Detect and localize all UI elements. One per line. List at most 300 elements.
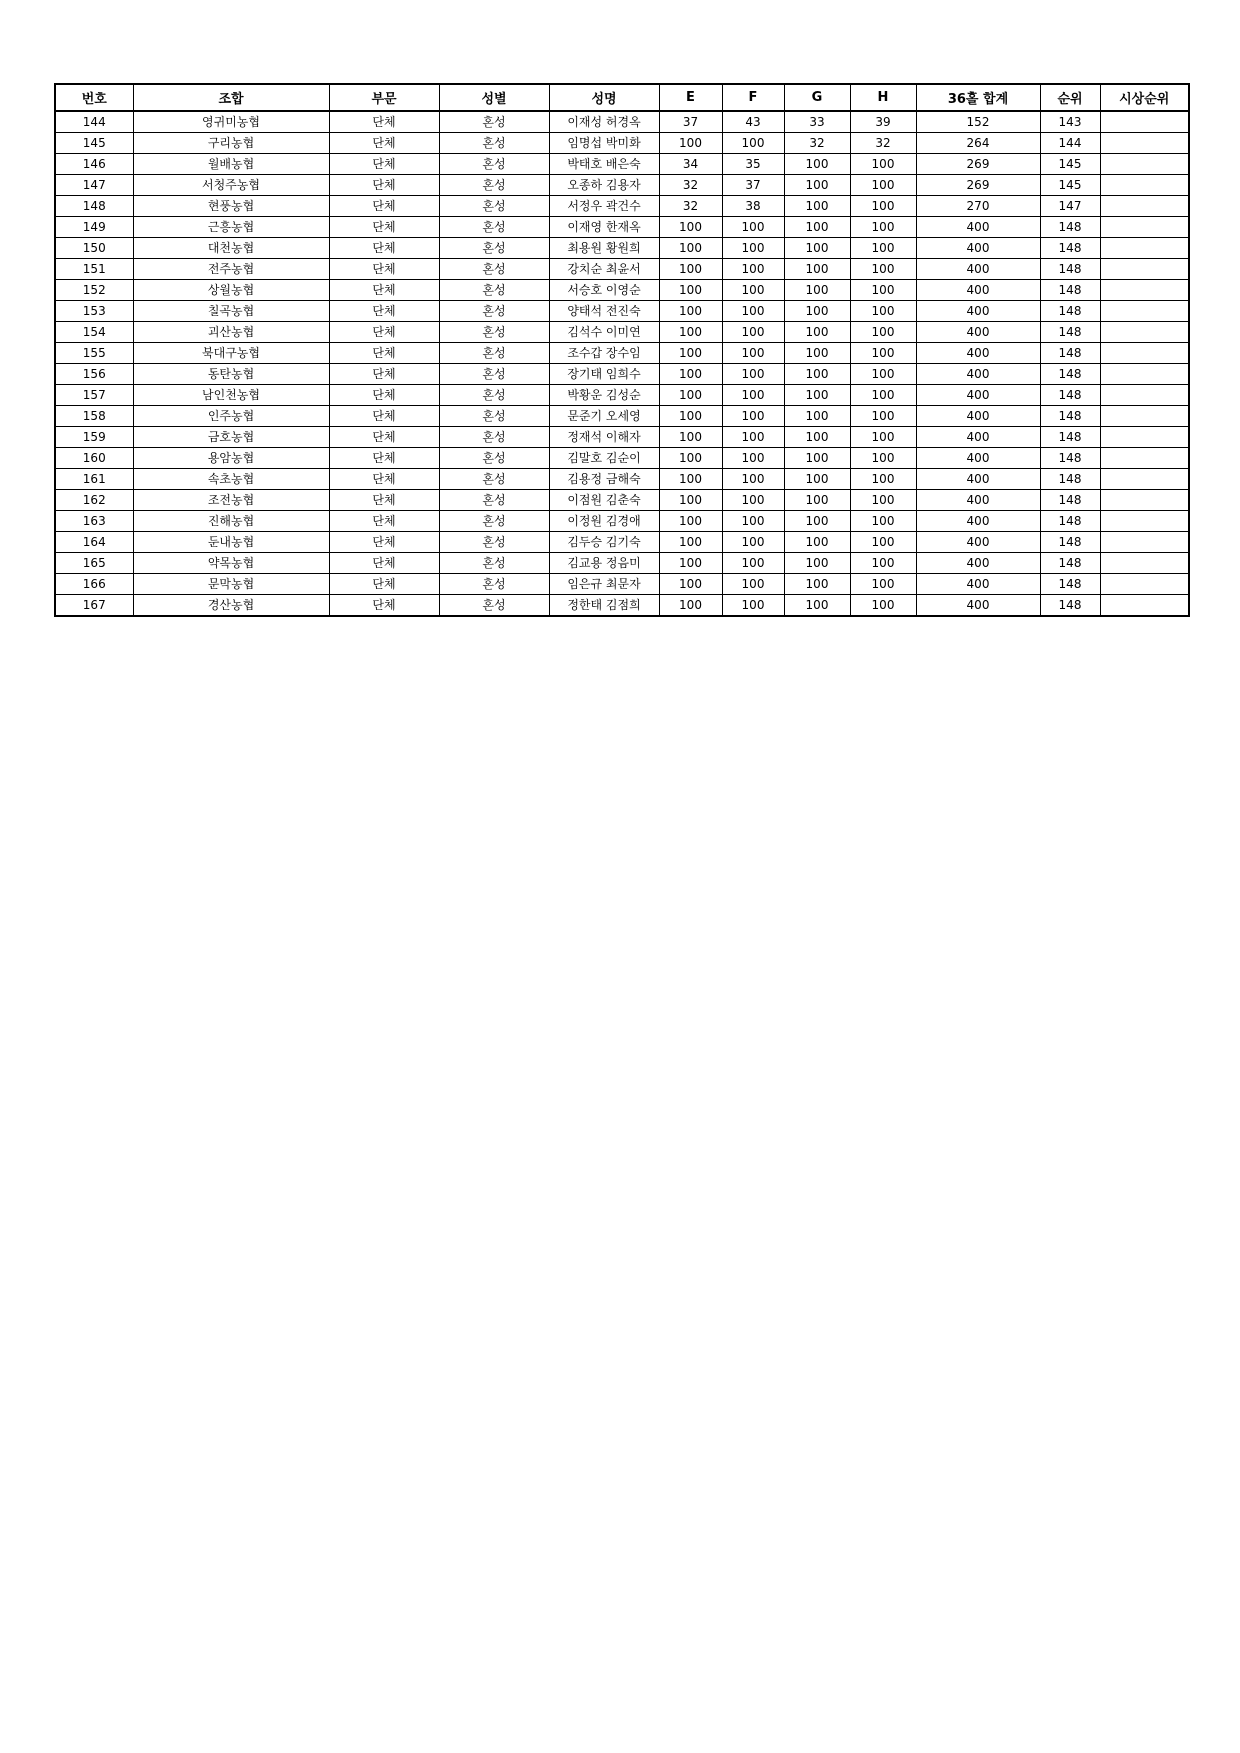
cell-names: 강치순 최윤서	[549, 259, 659, 280]
cell-number: 146	[55, 154, 133, 175]
cell-division: 단체	[329, 427, 439, 448]
cell-e: 100	[659, 280, 722, 301]
cell-gender: 혼성	[439, 595, 549, 617]
cell-number: 151	[55, 259, 133, 280]
cell-number: 167	[55, 595, 133, 617]
results-table	[54, 83, 1190, 617]
cell-award-rank	[1100, 364, 1189, 385]
cell-h: 100	[850, 343, 916, 364]
cell-gender: 혼성	[439, 574, 549, 595]
cell-total: 400	[916, 238, 1040, 259]
cell-division: 단체	[329, 238, 439, 259]
cell-award-rank	[1100, 111, 1189, 133]
cell-union: 남인천농협	[133, 385, 329, 406]
cell-g: 100	[784, 385, 850, 406]
cell-award-rank	[1100, 511, 1189, 532]
cell-names: 김두승 김기숙	[549, 532, 659, 553]
cell-union: 속초농협	[133, 469, 329, 490]
table-row	[55, 301, 1189, 322]
cell-rank: 148	[1040, 448, 1100, 469]
cell-g: 33	[784, 111, 850, 133]
cell-names: 장기태 임희수	[549, 364, 659, 385]
cell-h: 100	[850, 385, 916, 406]
cell-e: 100	[659, 322, 722, 343]
cell-total: 400	[916, 469, 1040, 490]
cell-total: 152	[916, 111, 1040, 133]
cell-gender: 혼성	[439, 532, 549, 553]
cell-division: 단체	[329, 490, 439, 511]
cell-h: 100	[850, 154, 916, 175]
cell-gender: 혼성	[439, 448, 549, 469]
cell-names: 임명섭 박미화	[549, 133, 659, 154]
header-award-rank: 시상순위	[1100, 84, 1189, 111]
cell-award-rank	[1100, 448, 1189, 469]
cell-names: 임은규 최문자	[549, 574, 659, 595]
cell-e: 100	[659, 448, 722, 469]
cell-g: 100	[784, 364, 850, 385]
table-row	[55, 553, 1189, 574]
cell-union: 서청주농협	[133, 175, 329, 196]
cell-g: 100	[784, 259, 850, 280]
cell-names: 정재석 이해자	[549, 427, 659, 448]
cell-names: 오종하 김용자	[549, 175, 659, 196]
cell-f: 100	[722, 427, 784, 448]
cell-division: 단체	[329, 553, 439, 574]
table-row	[55, 469, 1189, 490]
cell-rank: 148	[1040, 427, 1100, 448]
cell-total: 400	[916, 322, 1040, 343]
cell-rank: 148	[1040, 259, 1100, 280]
cell-division: 단체	[329, 385, 439, 406]
cell-h: 100	[850, 469, 916, 490]
cell-union: 영귀미농협	[133, 111, 329, 133]
cell-g: 100	[784, 595, 850, 617]
cell-e: 37	[659, 111, 722, 133]
cell-gender: 혼성	[439, 196, 549, 217]
cell-e: 100	[659, 343, 722, 364]
cell-number: 149	[55, 217, 133, 238]
cell-union: 약목농협	[133, 553, 329, 574]
cell-union: 문막농협	[133, 574, 329, 595]
cell-gender: 혼성	[439, 427, 549, 448]
cell-rank: 148	[1040, 238, 1100, 259]
cell-division: 단체	[329, 406, 439, 427]
cell-f: 100	[722, 259, 784, 280]
cell-division: 단체	[329, 196, 439, 217]
cell-gender: 혼성	[439, 406, 549, 427]
cell-h: 100	[850, 427, 916, 448]
table-row	[55, 511, 1189, 532]
cell-names: 이정원 김경애	[549, 511, 659, 532]
cell-gender: 혼성	[439, 238, 549, 259]
cell-h: 100	[850, 217, 916, 238]
cell-division: 단체	[329, 532, 439, 553]
cell-award-rank	[1100, 217, 1189, 238]
cell-g: 100	[784, 469, 850, 490]
table-row	[55, 259, 1189, 280]
cell-division: 단체	[329, 175, 439, 196]
cell-f: 43	[722, 111, 784, 133]
table-row	[55, 364, 1189, 385]
cell-gender: 혼성	[439, 364, 549, 385]
cell-award-rank	[1100, 259, 1189, 280]
cell-award-rank	[1100, 553, 1189, 574]
cell-g: 100	[784, 238, 850, 259]
cell-award-rank	[1100, 175, 1189, 196]
cell-rank: 148	[1040, 385, 1100, 406]
table-row	[55, 322, 1189, 343]
table-row	[55, 133, 1189, 154]
cell-award-rank	[1100, 238, 1189, 259]
cell-gender: 혼성	[439, 343, 549, 364]
cell-h: 100	[850, 490, 916, 511]
cell-g: 100	[784, 154, 850, 175]
header-rank: 순위	[1040, 84, 1100, 111]
cell-h: 39	[850, 111, 916, 133]
cell-f: 100	[722, 532, 784, 553]
table-row	[55, 427, 1189, 448]
cell-gender: 혼성	[439, 280, 549, 301]
cell-division: 단체	[329, 111, 439, 133]
cell-h: 100	[850, 553, 916, 574]
header-union: 조합	[133, 84, 329, 111]
cell-g: 100	[784, 553, 850, 574]
cell-award-rank	[1100, 322, 1189, 343]
cell-union: 금호농협	[133, 427, 329, 448]
cell-division: 단체	[329, 511, 439, 532]
cell-rank: 145	[1040, 154, 1100, 175]
cell-gender: 혼성	[439, 217, 549, 238]
table-header	[55, 84, 1189, 111]
cell-g: 100	[784, 217, 850, 238]
cell-union: 둔내농협	[133, 532, 329, 553]
cell-f: 100	[722, 595, 784, 617]
cell-number: 163	[55, 511, 133, 532]
cell-h: 100	[850, 532, 916, 553]
table-row	[55, 574, 1189, 595]
cell-union: 용암농협	[133, 448, 329, 469]
cell-number: 160	[55, 448, 133, 469]
cell-names: 이재성 허경옥	[549, 111, 659, 133]
cell-rank: 145	[1040, 175, 1100, 196]
header-division: 부문	[329, 84, 439, 111]
cell-g: 100	[784, 175, 850, 196]
header-number: 번호	[55, 84, 133, 111]
cell-e: 100	[659, 364, 722, 385]
cell-division: 단체	[329, 574, 439, 595]
cell-award-rank	[1100, 154, 1189, 175]
cell-e: 100	[659, 595, 722, 617]
cell-union: 경산농협	[133, 595, 329, 617]
cell-e: 100	[659, 427, 722, 448]
cell-total: 400	[916, 595, 1040, 617]
cell-total: 269	[916, 154, 1040, 175]
cell-union: 동탄농협	[133, 364, 329, 385]
cell-h: 100	[850, 595, 916, 617]
cell-division: 단체	[329, 133, 439, 154]
cell-names: 이점원 김춘숙	[549, 490, 659, 511]
cell-f: 100	[722, 448, 784, 469]
cell-gender: 혼성	[439, 111, 549, 133]
cell-rank: 148	[1040, 322, 1100, 343]
cell-gender: 혼성	[439, 553, 549, 574]
cell-number: 156	[55, 364, 133, 385]
cell-e: 32	[659, 175, 722, 196]
header-row	[55, 84, 1189, 111]
cell-e: 100	[659, 133, 722, 154]
table-row	[55, 343, 1189, 364]
cell-f: 100	[722, 574, 784, 595]
cell-rank: 144	[1040, 133, 1100, 154]
cell-h: 100	[850, 280, 916, 301]
cell-g: 100	[784, 448, 850, 469]
cell-total: 400	[916, 343, 1040, 364]
cell-rank: 148	[1040, 406, 1100, 427]
cell-e: 34	[659, 154, 722, 175]
cell-f: 100	[722, 490, 784, 511]
cell-award-rank	[1100, 532, 1189, 553]
cell-union: 괴산농협	[133, 322, 329, 343]
cell-gender: 혼성	[439, 154, 549, 175]
cell-names: 김용정 금해숙	[549, 469, 659, 490]
cell-total: 400	[916, 490, 1040, 511]
cell-number: 157	[55, 385, 133, 406]
cell-f: 100	[722, 385, 784, 406]
cell-f: 100	[722, 238, 784, 259]
cell-union: 구리농협	[133, 133, 329, 154]
cell-names: 서승호 이영순	[549, 280, 659, 301]
cell-names: 조수갑 장수임	[549, 343, 659, 364]
cell-h: 100	[850, 301, 916, 322]
cell-f: 100	[722, 553, 784, 574]
cell-division: 단체	[329, 448, 439, 469]
cell-union: 상월농협	[133, 280, 329, 301]
cell-e: 100	[659, 490, 722, 511]
cell-union: 칠곡농협	[133, 301, 329, 322]
cell-total: 400	[916, 301, 1040, 322]
table-row	[55, 532, 1189, 553]
cell-division: 단체	[329, 322, 439, 343]
cell-number: 145	[55, 133, 133, 154]
cell-e: 32	[659, 196, 722, 217]
cell-number: 148	[55, 196, 133, 217]
cell-gender: 혼성	[439, 133, 549, 154]
cell-h: 100	[850, 259, 916, 280]
cell-h: 100	[850, 364, 916, 385]
cell-e: 100	[659, 511, 722, 532]
cell-division: 단체	[329, 364, 439, 385]
cell-names: 김말호 김순이	[549, 448, 659, 469]
cell-e: 100	[659, 301, 722, 322]
cell-rank: 148	[1040, 532, 1100, 553]
table-row	[55, 175, 1189, 196]
cell-gender: 혼성	[439, 259, 549, 280]
cell-rank: 147	[1040, 196, 1100, 217]
cell-total: 400	[916, 427, 1040, 448]
cell-division: 단체	[329, 154, 439, 175]
table-row	[55, 448, 1189, 469]
cell-gender: 혼성	[439, 490, 549, 511]
cell-number: 165	[55, 553, 133, 574]
cell-total: 400	[916, 553, 1040, 574]
cell-number: 152	[55, 280, 133, 301]
cell-award-rank	[1100, 280, 1189, 301]
cell-award-rank	[1100, 490, 1189, 511]
cell-award-rank	[1100, 301, 1189, 322]
cell-number: 153	[55, 301, 133, 322]
cell-number: 154	[55, 322, 133, 343]
cell-division: 단체	[329, 469, 439, 490]
table-row	[55, 280, 1189, 301]
cell-total: 400	[916, 511, 1040, 532]
cell-g: 100	[784, 490, 850, 511]
cell-h: 100	[850, 196, 916, 217]
header-f: F	[722, 84, 784, 111]
cell-award-rank	[1100, 133, 1189, 154]
cell-gender: 혼성	[439, 385, 549, 406]
cell-h: 100	[850, 322, 916, 343]
cell-g: 100	[784, 343, 850, 364]
cell-e: 100	[659, 238, 722, 259]
cell-rank: 148	[1040, 469, 1100, 490]
cell-total: 400	[916, 259, 1040, 280]
cell-total: 269	[916, 175, 1040, 196]
cell-award-rank	[1100, 196, 1189, 217]
cell-h: 32	[850, 133, 916, 154]
cell-award-rank	[1100, 385, 1189, 406]
cell-names: 최용원 황원희	[549, 238, 659, 259]
cell-f: 100	[722, 511, 784, 532]
cell-total: 400	[916, 448, 1040, 469]
cell-award-rank	[1100, 343, 1189, 364]
cell-gender: 혼성	[439, 469, 549, 490]
cell-rank: 148	[1040, 490, 1100, 511]
cell-number: 158	[55, 406, 133, 427]
cell-rank: 148	[1040, 511, 1100, 532]
cell-f: 37	[722, 175, 784, 196]
cell-number: 159	[55, 427, 133, 448]
cell-division: 단체	[329, 280, 439, 301]
cell-g: 100	[784, 532, 850, 553]
cell-division: 단체	[329, 343, 439, 364]
header-g: G	[784, 84, 850, 111]
cell-gender: 혼성	[439, 175, 549, 196]
cell-g: 100	[784, 280, 850, 301]
cell-union: 근흥농협	[133, 217, 329, 238]
cell-number: 166	[55, 574, 133, 595]
cell-names: 양태석 전진숙	[549, 301, 659, 322]
cell-total: 400	[916, 406, 1040, 427]
cell-g: 100	[784, 427, 850, 448]
cell-number: 162	[55, 490, 133, 511]
cell-union: 조전농협	[133, 490, 329, 511]
cell-f: 38	[722, 196, 784, 217]
cell-number: 147	[55, 175, 133, 196]
cell-e: 100	[659, 385, 722, 406]
cell-award-rank	[1100, 427, 1189, 448]
cell-total: 400	[916, 532, 1040, 553]
cell-names: 김석수 이미연	[549, 322, 659, 343]
cell-union: 북대구농협	[133, 343, 329, 364]
cell-award-rank	[1100, 595, 1189, 617]
cell-number: 150	[55, 238, 133, 259]
cell-division: 단체	[329, 217, 439, 238]
cell-f: 100	[722, 469, 784, 490]
cell-award-rank	[1100, 406, 1189, 427]
cell-h: 100	[850, 448, 916, 469]
header-name: 성명	[549, 84, 659, 111]
cell-g: 100	[784, 322, 850, 343]
cell-g: 100	[784, 196, 850, 217]
cell-f: 100	[722, 343, 784, 364]
cell-union: 전주농협	[133, 259, 329, 280]
cell-names: 이재영 한재옥	[549, 217, 659, 238]
table-body	[55, 111, 1189, 616]
cell-total: 400	[916, 574, 1040, 595]
cell-union: 대천농협	[133, 238, 329, 259]
cell-f: 100	[722, 322, 784, 343]
cell-h: 100	[850, 175, 916, 196]
cell-rank: 148	[1040, 595, 1100, 617]
cell-number: 144	[55, 111, 133, 133]
cell-e: 100	[659, 574, 722, 595]
cell-f: 100	[722, 133, 784, 154]
cell-gender: 혼성	[439, 322, 549, 343]
cell-names: 박태호 배은숙	[549, 154, 659, 175]
cell-rank: 148	[1040, 301, 1100, 322]
table-row	[55, 406, 1189, 427]
cell-f: 100	[722, 364, 784, 385]
header-h: H	[850, 84, 916, 111]
table-row	[55, 111, 1189, 133]
cell-rank: 148	[1040, 280, 1100, 301]
cell-names: 김교용 정음미	[549, 553, 659, 574]
cell-union: 진해농협	[133, 511, 329, 532]
table-row	[55, 154, 1189, 175]
table-row	[55, 217, 1189, 238]
cell-total: 400	[916, 280, 1040, 301]
cell-total: 400	[916, 364, 1040, 385]
table-row	[55, 490, 1189, 511]
cell-h: 100	[850, 238, 916, 259]
cell-division: 단체	[329, 595, 439, 617]
cell-names: 문준기 오세영	[549, 406, 659, 427]
cell-h: 100	[850, 511, 916, 532]
table-row	[55, 196, 1189, 217]
header-gender: 성별	[439, 84, 549, 111]
cell-rank: 148	[1040, 574, 1100, 595]
cell-g: 100	[784, 574, 850, 595]
cell-rank: 143	[1040, 111, 1100, 133]
cell-e: 100	[659, 532, 722, 553]
cell-rank: 148	[1040, 553, 1100, 574]
cell-g: 100	[784, 301, 850, 322]
cell-rank: 148	[1040, 364, 1100, 385]
cell-total: 400	[916, 385, 1040, 406]
cell-e: 100	[659, 259, 722, 280]
cell-g: 32	[784, 133, 850, 154]
cell-union: 현풍농협	[133, 196, 329, 217]
cell-f: 100	[722, 301, 784, 322]
cell-f: 35	[722, 154, 784, 175]
cell-union: 월배농협	[133, 154, 329, 175]
cell-union: 인주농협	[133, 406, 329, 427]
cell-g: 100	[784, 511, 850, 532]
cell-rank: 148	[1040, 343, 1100, 364]
cell-f: 100	[722, 280, 784, 301]
header-e: E	[659, 84, 722, 111]
cell-e: 100	[659, 217, 722, 238]
